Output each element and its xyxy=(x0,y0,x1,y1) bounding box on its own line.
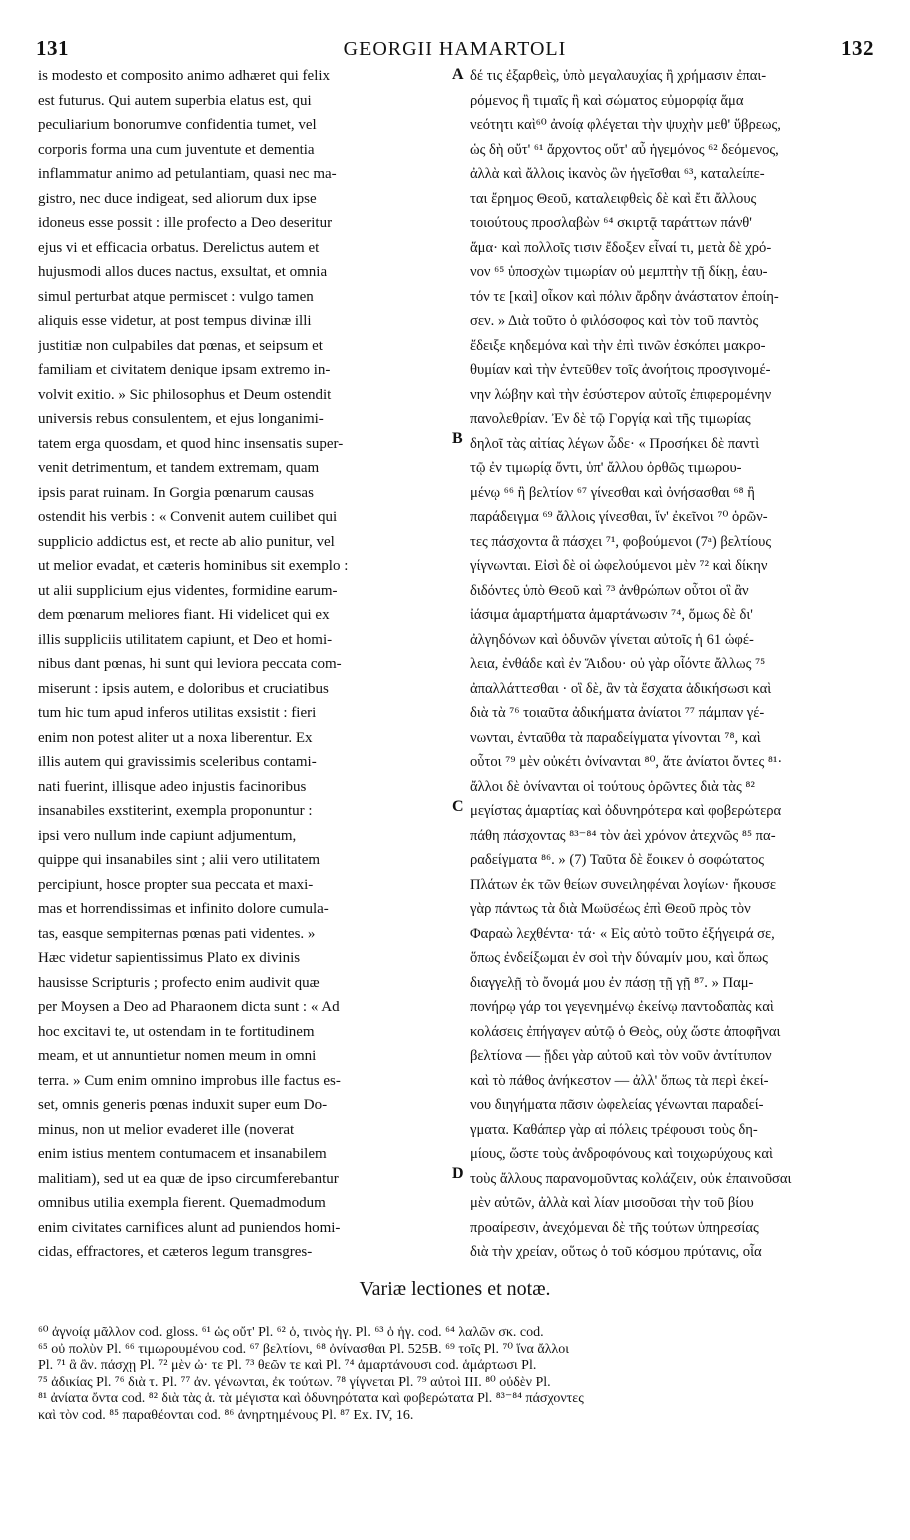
latin-text-line: hoc excitavi te, ut ostendam in te fortitudinem xyxy=(38,1023,315,1040)
page-header xyxy=(36,36,874,66)
latin-text-line: est futurus. Qui autem superbia elatus est, qui xyxy=(38,92,312,109)
latin-text-line: enim istius mentem contumacem et insanabilem xyxy=(38,1146,327,1162)
latin-text-line: volvit exitio. » Sic philosophus et Deum ostendit xyxy=(38,386,332,403)
running-title: GEORGII HAMARTOLI xyxy=(343,38,567,60)
greek-text-line: δηλοῖ τὰς αἰτίας λέγων ὧδε· « Προσήκει δὲ παντὶ xyxy=(470,435,760,452)
greek-text-line: λεια, ἐνθάδε καὶ ἐν Ἅιδου· οὐ γὰρ οἷόντε ἄλλως ⁷⁵ xyxy=(470,656,766,672)
greek-text-line: μεγίστας ἁμαρτίας καὶ ὀδυνηρότερα καὶ φοβερώτερα xyxy=(470,803,782,819)
greek-text-line: γίγνωνται. Εἰσὶ δὲ οἱ ὠφελούμενοι μὲν ⁷² καὶ δίκην xyxy=(470,558,768,574)
latin-text-line: nati fuerint, illisque adeo injustis facinoribus xyxy=(38,778,307,795)
greek-text-line: Πλάτων ἐκ τῶν θείων συνειληφέναι λογίων· ἤκουσε xyxy=(470,876,777,893)
page-number-right: 132 xyxy=(840,36,874,60)
greek-text-line: ἄλλοι δὲ ὀνίνανται οἱ τούτους ὁρῶντες διὰ τὰς ⁸² xyxy=(470,778,755,795)
latin-text-line: omnibus utilia exempla fierent. Quemadmodum xyxy=(38,1195,326,1211)
latin-text-line: tatem erga quosdam, et quod hinc insensatis super- xyxy=(38,435,344,452)
greek-text-line: νωνται, ἐνταῦθα τὰ παραδείγματα γίνονται ⁷⁸, καὶ xyxy=(470,729,761,746)
latin-column xyxy=(38,64,448,1265)
greek-text-line: προαίρεσιν, ἀνεχόμεναι δὲ τῆς τούτων ὑπηρεσίας xyxy=(470,1219,759,1236)
greek-text-line: νην λώβην καὶ τὴν ἐσύστερον αὐτοῖς ἐπιφερομένην xyxy=(470,386,772,403)
greek-text-line: οὗτοι ⁷⁹ μὲν οὐκέτι ὀνίνανται ⁸⁰, ἅτε ἀνίατοι ὄντες ⁸¹· xyxy=(470,754,783,770)
latin-text-line: idoneus esse possit : ille profecto a Deo deseritur xyxy=(38,215,333,231)
footnote-line: ⁶⁰ ἀγνοίᾳ μᾶλλον cod. gloss. ⁶¹ ὡς οὔτ' Pl. ⁶² ὁ, τινὸς ἡγ. Pl. ⁶³ ὁ ἡγ. cod. ⁶⁴ λαλῶν σκ. cod. xyxy=(38,1325,544,1340)
latin-text-line: hausisse Scripturis ; profecto enim audivit quæ xyxy=(38,974,320,991)
greek-text-line: διὰ τὰ ⁷⁶ τοιαῦτα ἀδικήματα ἀνίατοι ⁷⁷ πάμπαν γέ- xyxy=(470,705,765,721)
greek-text-line: βελτίονα — ᾔδει γὰρ αὐτοῦ καὶ τὸν νοῦν ἀντίτυπον xyxy=(470,1048,772,1064)
latin-text-line: venit detrimentum, et tandem extremam, quam xyxy=(38,460,320,476)
latin-text-line: nibus dant pœnas, hi sunt qui leviora peccata com- xyxy=(38,656,342,672)
greek-text-line: τοὺς ἄλλους παρανομοῦντας κολάζειν, οὐκ ἐπαινοῦσαι xyxy=(470,1170,792,1187)
latin-text-line: ut melior evadat, et cæteris hominibus sit exemplo : xyxy=(38,558,349,574)
latin-text-line: ostendit his verbis : « Convenit autem cuilibet qui xyxy=(38,509,338,525)
latin-text-line: hujusmodi allos duces nactus, exsultat, et omnia xyxy=(38,264,328,280)
greek-text-line: ἔδειξε κηδεμόνα καὶ τὴν ἐπὶ τινῶν ἐσκόπει μακρο- xyxy=(470,337,766,354)
section-marker-b: B xyxy=(452,430,463,447)
latin-text-line: dem pœnarum meliores fiant. Hi videlicet qui ex xyxy=(38,607,330,623)
latin-text-line: meam, et ut annuntietur nomen meum in omni xyxy=(38,1048,317,1064)
footnote-line: ⁷⁵ ἀδικίας Pl. ⁷⁶ διὰ τ. Pl. ⁷⁷ ἀν. γένωνται, ἐκ τούτων. ⁷⁸ γίγνεται Pl. ⁷⁹ αὐτοὶ III. ⁸⁰ οὐδὲν Pl. xyxy=(38,1374,551,1390)
latin-text-line: ipsis parat ruinam. In Gorgia pœnarum causas xyxy=(38,484,314,501)
greek-text-line: ἀλλὰ καὶ ἄλλοις ἱκανὸς ὢν ἡγεῖσθαι ⁶³, καταλείπε- xyxy=(470,166,765,182)
greek-text-line: τοιούτους προσλαβὼν ⁶⁴ σκιρτᾷ ταράττων πάνθ' xyxy=(470,215,752,231)
latin-text-line: inflammatur animo ad petulantiam, quasi nec ma- xyxy=(38,166,337,182)
footnotes xyxy=(38,1325,878,1424)
footnote-line: καὶ τὸν cod. ⁸⁵ παραθέονται cod. ⁸⁶ ἀνηρτημένους Pl. ⁸⁷ Ex. IV, 16. xyxy=(38,1407,414,1423)
greek-text-line: θυμίαν καὶ τὴν ἐντεῦθεν τοῖς ἀνοήτοις προσγινομέ- xyxy=(470,362,771,378)
latin-text-line: quippe qui insanabiles sint ; alii vero utilitatem xyxy=(38,852,321,868)
greek-text-line: νου διηγήματα πᾶσιν ὠφελείας γένωνται παραδεί- xyxy=(470,1097,764,1113)
greek-text-line: παράδειγμα ⁶⁹ ἄλλοις γίνεσθαι, ἵν' ἐκεῖνοι ⁷⁰ ὁρῶν- xyxy=(470,509,768,525)
latin-text-line: set, omnis generis pœnas induxit super eum Do- xyxy=(38,1097,328,1113)
greek-text-line: ἅμα· καὶ πολλοῖς τισιν ἔδοξεν εἶναί τι, μετὰ δὲ χρό- xyxy=(470,239,772,256)
greek-text-line: καὶ τὸ πάθος ἀνήκεστον — ἀλλ' ὅπως τὰ περὶ ἐκεί- xyxy=(470,1072,769,1089)
latin-text-line: ipsi vero nullum inde capiunt adjumentum, xyxy=(38,827,297,844)
latin-text-line: tum hic tum apud inferos utilitas exsistit : fieri xyxy=(38,705,317,721)
latin-text-line: is modesto et composito animo adhæret qui felix xyxy=(38,68,331,84)
greek-text-line: σεν. » Διὰ τοῦτο ὁ φιλόσοφος καὶ τὸν τοῦ παντὸς xyxy=(470,313,759,329)
greek-column xyxy=(470,64,880,1265)
greek-text-line: μένῳ ⁶⁶ ἢ βελτίον ⁶⁷ γίνεσθαι καὶ ὀνήσασθαι ⁶⁸ ἢ xyxy=(470,484,755,501)
section-marker-c: C xyxy=(452,798,464,815)
latin-text-line: corporis forma una cum juventute et dementia xyxy=(38,141,315,158)
latin-text-line: supplicio addictus est, et recte ab alio punitur, vel xyxy=(38,533,335,550)
greek-text-line: Φαραὼ λεχθέντα· τά· « Εἰς αὐτὸ τοῦτο ἐξήγειρά σε, xyxy=(470,925,775,942)
greek-text-line: νον ⁶⁵ ὑποσχὼν τιμωρίαν οὐ μεμπτὴν τῇ δίκῃ, ἑαυ- xyxy=(470,264,768,280)
latin-text-line: mas et horrendissimas et infinito dolore cumula- xyxy=(38,901,329,917)
greek-text-line: δέ τις ἐξαρθεὶς, ὑπὸ μεγαλαυχίας ἢ χρήμασιν ἐπαι- xyxy=(470,68,767,84)
latin-text-line: percipiunt, hosce propter sua peccata et maxi- xyxy=(38,876,314,893)
greek-text-line: πανολεθρίαν. Ἐν δὲ τῷ Γοργίᾳ καὶ τῆς τιμωρίας xyxy=(470,411,751,427)
latin-text-line: cidas, effractores, et cæteros legum transgres- xyxy=(38,1244,313,1260)
greek-text-line: ἀπαλλάττεσθαι · οἳ δὲ, ἂν τὰ ἔσχατα ἀδικήσωσι καὶ xyxy=(470,680,772,697)
latin-text-line: insanabiles exstiterint, exempla proponuntur : xyxy=(38,803,313,819)
latin-text-line: familiam et civitatem denique ipsam extremo in- xyxy=(38,362,331,378)
column-divider xyxy=(454,64,455,1214)
greek-text-line: ἀλγηδόνων καὶ ὀδυνῶν γίνεται αὐτοῖς ἡ 61 ὠφέ- xyxy=(470,631,754,648)
greek-text-line: γὰρ πάντως τὰ διὰ Μωϋσέως ἐπὶ Θεοῦ πρὸς τὸν xyxy=(470,901,751,917)
latin-text-line: enim civitates carnifices alunt ad puniendos homi- xyxy=(38,1219,341,1236)
greek-text-line: γματα. Καθάπερ γὰρ αἱ πόλεις τρέφουσι τοὺς δη- xyxy=(470,1121,758,1138)
page-number-left: 131 xyxy=(36,36,69,60)
greek-text-line: κολάσεις ἐπήγαγεν αὐτῷ ὁ Θεὸς, οὐχ ὥστε ἀποφῆναι xyxy=(470,1023,781,1040)
greek-text-line: τες πάσχοντα ἃ πάσχει ⁷¹, φοβούμενοι (7ᵃ) βελτίους xyxy=(470,533,772,550)
greek-text-line: μὲν αὐτῶν, ἀλλὰ καὶ λίαν μισοῦσαι τὴν τοῦ βίου xyxy=(470,1195,754,1211)
latin-text-line: gistro, nec duce indigeat, sed aliorum dux ipse xyxy=(38,190,317,207)
greek-text-line: πονήρῳ γάρ τοι γεγενημένῳ ἐκείνῳ παντοδαπὰς καὶ xyxy=(470,999,774,1015)
notes-heading: Variæ lectiones et notæ. xyxy=(359,1278,551,1300)
latin-text-line: peculiarium bonorumve confidentia tumet, vel xyxy=(38,117,317,133)
latin-text-line: per Moysen a Deo ad Pharaonem dicta sunt : « Ad xyxy=(38,999,340,1015)
footnote-line: ⁶⁵ οὐ πολὺν Pl. ⁶⁶ τιμωρουμένου cod. ⁶⁷ βελτίονι, ⁶⁸ ὀνίνασθαι Pl. 525B. ⁶⁹ τοῖς Pl. ⁷⁰ ἵνα ἄλλοι xyxy=(38,1341,570,1357)
greek-text-line: μίους, ὥστε τοὺς ἀνδροφόνους καὶ τοιχωρύχους καὶ xyxy=(470,1146,773,1162)
latin-text-line: minus, non ut melior evaderet ille (noverat xyxy=(38,1121,295,1138)
latin-text-line: ut alii supplicium ejus videntes, formidine earum- xyxy=(38,582,338,599)
latin-text-line: illis suppliciis utilitatem capiunt, et Deo et homi- xyxy=(38,631,333,648)
greek-text-line: διαγγελῇ τὸ ὄνομά μου ἐν πάσῃ τῇ γῇ ⁸⁷. » Παμ- xyxy=(470,974,754,991)
greek-text-line: ἰάσιμα ἁμαρτήματα ἁμαρτάνωσιν ⁷⁴, ὅμως δὲ δι' xyxy=(470,607,753,623)
latin-text-line: Hæc videtur sapientissimus Plato ex divinis xyxy=(38,950,301,966)
greek-text-line: ὅπως ἐνδείξωμαι ἐν σοὶ τὴν δύναμίν μου, καὶ ὅπως xyxy=(470,950,768,966)
greek-text-line: διδόντες ὑπὸ Θεοῦ καὶ ⁷³ ἀνθρώπων οὗτοι οἳ ἂν xyxy=(470,582,749,599)
latin-text-line: ejus vi et efficacia orbatus. Derelictus autem et xyxy=(38,239,320,256)
greek-text-line: ρόμενος ἢ τιμαῖς ἢ καὶ σώματος εὐμορφίᾳ ἅμα xyxy=(470,92,744,109)
latin-text-line: simul perturbat atque permiscet : vulgo tamen xyxy=(38,288,314,305)
latin-text-line: malitiam), sed ut ea quæ de ipso circumferebantur xyxy=(38,1170,339,1187)
footnote-line: ⁸¹ ἀνίατα ὄντα cod. ⁸² διὰ τὰς ἁ. τὰ μέγιστα καὶ ὀδυνηρότατα καὶ φοβερώτατα Pl. ⁸³⁻⁸⁴ πάσχοντες xyxy=(38,1391,584,1406)
latin-text-line: justitiæ non culpabiles dat pœnas, et seipsum et xyxy=(38,337,323,354)
greek-text-line: τόν τε [καὶ] οἶκον καὶ πόλιν ἄρδην ἀνάστατον ἐποίη- xyxy=(470,288,779,305)
greek-text-line: ὡς δὴ οὔτ' ⁶¹ ἄρχοντος οὔτ' αὖ ἡγεμόνος ⁶² δεόμενος, xyxy=(470,141,779,158)
greek-text-line: τῷ ἐν τιμωρίᾳ ὄντι, ὑπ' ἄλλου ὀρθῶς τιμωρου- xyxy=(470,460,742,476)
greek-text-line: ται ἔρημος Θεοῦ, καταλειφθεὶς δὲ καὶ ἔτι ἄλλους xyxy=(470,190,757,207)
latin-text-line: tas, easque sempiternas pœnas pati videntes. » xyxy=(38,925,316,942)
latin-text-line: illis autem qui gravissimis sceleribus contami- xyxy=(38,754,317,770)
section-marker-d: D xyxy=(452,1165,464,1182)
greek-text-line: διὰ τὴν χρείαν, οὕτως ὁ τοῦ κόσμου πρύτανις, οἷα xyxy=(470,1244,762,1260)
latin-text-line: enim non potest aliter ut a noxa liberentur. Ex xyxy=(38,729,313,746)
greek-text-line: πάθη πάσχοντας ⁸³⁻⁸⁴ τὸν ἀεὶ χρόνον ἀτεχνῶς ⁸⁵ πα- xyxy=(470,827,776,844)
greek-text-line: ραδείγματα ⁸⁶. » (7) Ταῦτα δὲ ἔοικεν ὁ σοφώτατος xyxy=(470,852,765,868)
greek-text-line: νεότητι καὶ⁶⁰ ἀνοίᾳ φλέγεται τὴν ψυχὴν μεθ' ὕβρεως, xyxy=(470,117,781,133)
section-marker-a: A xyxy=(452,66,464,83)
latin-text-line: aliquis esse videtur, at post tempus divinæ illi xyxy=(38,313,312,329)
latin-text-line: terra. » Cum enim omnino improbus ille factus es- xyxy=(38,1072,341,1089)
footnote-line: Pl. ⁷¹ ἃ ἂν. πάσχῃ Pl. ⁷² μὲν ὠ· τε Pl. ⁷³ θεῶν τε καὶ Pl. ⁷⁴ ἁμαρτάνουσι cod. ἁμάρτωσι Pl. xyxy=(38,1358,537,1373)
latin-text-line: miserunt : ipsis autem, e doloribus et cruciatibus xyxy=(38,680,329,697)
latin-text-line: universis rebus consulentem, et ejus longanimi- xyxy=(38,411,324,427)
